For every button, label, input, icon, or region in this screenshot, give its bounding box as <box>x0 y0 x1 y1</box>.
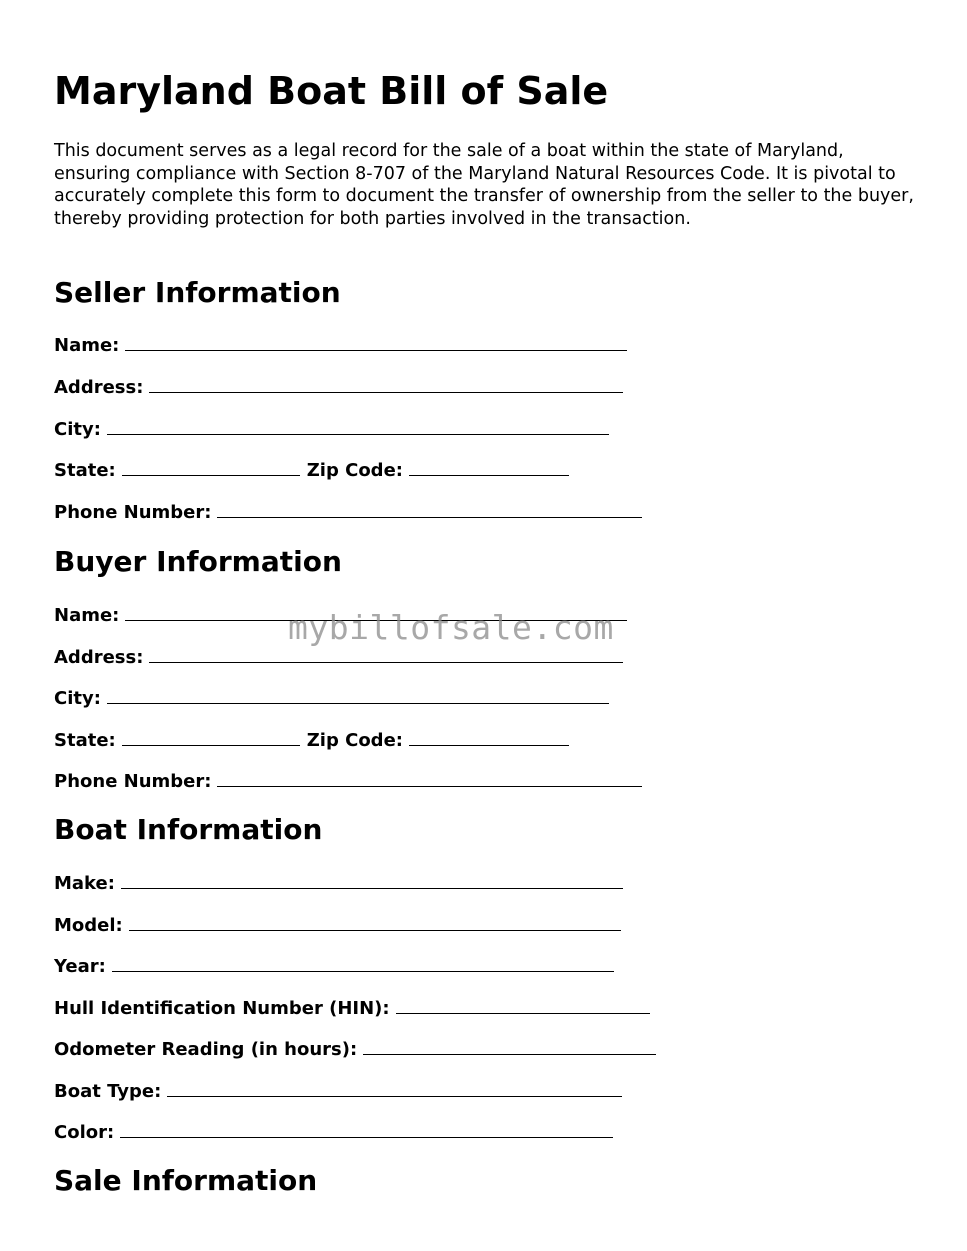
boat-model-label: Model: <box>54 915 123 936</box>
boat-heading: Boat Information <box>54 813 323 846</box>
boat-year-field <box>54 954 614 978</box>
boat-hin-line[interactable] <box>396 996 650 1014</box>
seller-city-label: City: <box>54 419 101 440</box>
buyer-state-line[interactable] <box>122 728 300 746</box>
buyer-city-field <box>54 686 609 710</box>
buyer-zip-line[interactable] <box>409 728 569 746</box>
boat-model-field <box>54 913 621 937</box>
boat-year-label: Year: <box>54 956 106 977</box>
buyer-name-label: Name: <box>54 605 120 626</box>
seller-zip-line[interactable] <box>409 458 569 476</box>
document-title: Maryland Boat Bill of Sale <box>54 69 609 113</box>
buyer-state-label: State: <box>54 730 116 751</box>
seller-phone-field <box>54 500 642 524</box>
buyer-zip-label: Zip Code: <box>306 730 403 751</box>
boat-color-field <box>54 1120 613 1144</box>
buyer-state-zip-field <box>54 728 569 752</box>
seller-address-line[interactable] <box>149 375 623 393</box>
seller-phone-label: Phone Number: <box>54 502 212 523</box>
seller-city-line[interactable] <box>107 417 609 435</box>
buyer-phone-label: Phone Number: <box>54 771 212 792</box>
buyer-address-field <box>54 645 623 669</box>
seller-address-label: Address: <box>54 377 144 398</box>
buyer-city-label: City: <box>54 688 101 709</box>
seller-name-line[interactable] <box>125 333 627 351</box>
watermark: mybillofsale.com <box>288 608 614 647</box>
seller-state-zip-field <box>54 458 569 482</box>
boat-odometer-line[interactable] <box>363 1037 656 1055</box>
boat-type-field <box>54 1079 622 1103</box>
boat-model-line[interactable] <box>129 913 621 931</box>
seller-name-field <box>54 333 627 357</box>
intro-paragraph: This document serves as a legal record for the sale of a boat within the state of Maryland, ensuring compliance with Section 8-707 of the Maryland Natural Resources Code. It is pivotal to accurately complete this form to document the transfer of ownership from the seller to the buyer, thereby providing protection for both parties involved in the transaction. <box>54 141 914 229</box>
seller-heading: Seller Information <box>54 276 341 309</box>
boat-color-line[interactable] <box>120 1120 613 1138</box>
sale-heading: Sale Information <box>54 1164 318 1197</box>
boat-odometer-label: Odometer Reading (in hours): <box>54 1039 358 1060</box>
boat-type-line[interactable] <box>167 1079 622 1097</box>
seller-zip-label: Zip Code: <box>306 460 403 481</box>
buyer-heading: Buyer Information <box>54 545 342 578</box>
buyer-phone-field <box>54 769 642 793</box>
seller-state-line[interactable] <box>122 458 300 476</box>
seller-name-label: Name: <box>54 335 120 356</box>
boat-hin-label: Hull Identification Number (HIN): <box>54 998 390 1019</box>
boat-color-label: Color: <box>54 1122 115 1143</box>
boat-hin-field <box>54 996 650 1020</box>
seller-phone-line[interactable] <box>217 500 642 518</box>
boat-year-line[interactable] <box>112 954 614 972</box>
boat-type-label: Boat Type: <box>54 1081 162 1102</box>
buyer-address-label: Address: <box>54 647 144 668</box>
boat-make-field <box>54 871 623 895</box>
boat-odometer-field <box>54 1037 656 1061</box>
buyer-phone-line[interactable] <box>217 769 642 787</box>
boat-make-label: Make: <box>54 873 115 894</box>
seller-state-label: State: <box>54 460 116 481</box>
seller-address-field <box>54 375 623 399</box>
buyer-city-line[interactable] <box>107 686 609 704</box>
seller-city-field <box>54 417 609 441</box>
boat-make-line[interactable] <box>121 871 623 889</box>
